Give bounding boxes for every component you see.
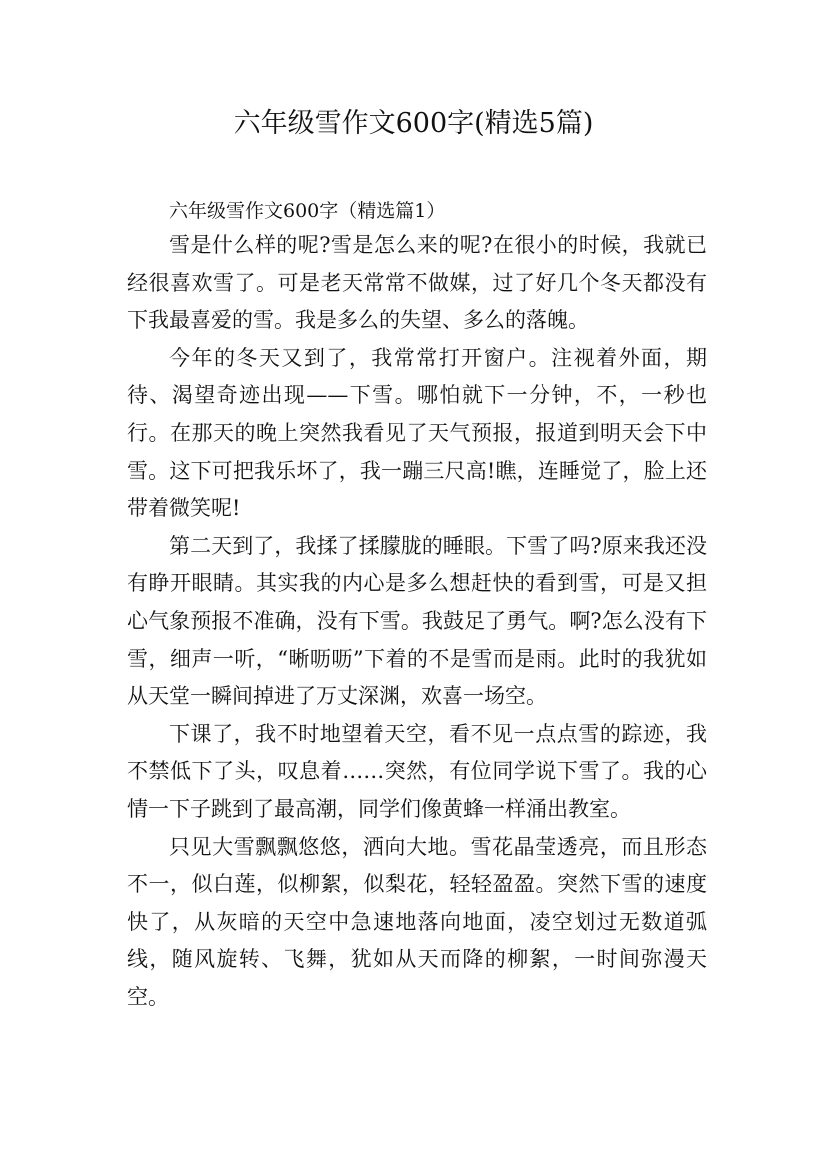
document-title: 六年级雪作文600字(精选5篇) — [233, 108, 594, 139]
document-body — [127, 196, 707, 1016]
paragraph-2: 今年的冬天又到了，我常常打开窗户。注视着外面，期待、渴望奇迹出现——下雪。哪怕就下一分钟，不，一秒也行。在那天的晚上突然我看见了天气预报，报道到明天会下中雪。这下可把我乐坏了，我一蹦三尺高!瞧，连睡觉了，脸上还带着微笑呢! — [127, 345, 707, 521]
section-heading: 六年级雪作文600字（精选篇1） — [169, 200, 446, 222]
paragraph-3: 第二天到了，我揉了揉朦胧的睡眼。下雪了吗?原来我还没有睁开眼睛。其实我的内心是多么想赶快的看到雪，可是又担心气象预报不准确，没有下雪。我鼓足了勇气。啊?怎么没有下雪，细声一听，“晰呖呖”下着的不是雪而是雨。此时的我犹如从天堂一瞬间掉进了万丈深渊，欢喜一场空。 — [127, 533, 707, 709]
paragraph-5: 只见大雪飘飘悠悠，洒向大地。雪花晶莹透亮，而且形态不一，似白莲，似柳絮，似梨花，轻轻盈盈。突然下雪的速度快了，从灰暗的天空中急速地落向地面，凌空划过无数道弧线，随风旋转、飞舞，犹如从天而降的柳絮，一时间弥漫天空。 — [127, 834, 707, 1009]
paragraph-4: 下课了，我不时地望着天空，看不见一点点雪的踪迹，我不禁低下了头，叹息着……突然，有位同学说下雪了。我的心情一下子跳到了最高潮，同学们像黄蜂一样涌出教室。 — [127, 721, 707, 821]
paragraph-1: 雪是什么样的呢?雪是怎么来的呢?在很小的时候，我就已经很喜欢雪了。可是老天常常不做媒，过了好几个冬天都没有下我最喜爱的雪。我是多么的失望、多么的落魄。 — [127, 233, 707, 333]
